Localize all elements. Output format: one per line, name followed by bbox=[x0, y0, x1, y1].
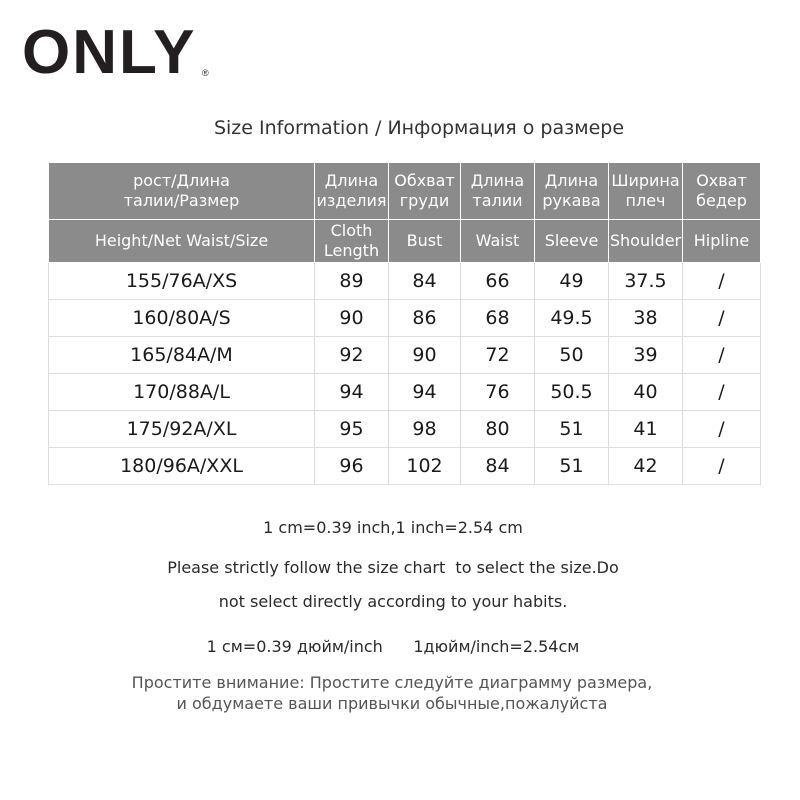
size-chart-table bbox=[48, 162, 761, 485]
cell-waist: 68 bbox=[461, 300, 535, 337]
cell-waist: 66 bbox=[461, 263, 535, 300]
cell-bust: 102 bbox=[389, 448, 461, 485]
cell-size: 170/88A/L bbox=[49, 374, 315, 411]
col-header-height-size-ru: рост/Длина талии/Размер bbox=[49, 163, 315, 220]
cell-size: 155/76A/XS bbox=[49, 263, 315, 300]
cell-waist: 84 bbox=[461, 448, 535, 485]
notice-ru-line-1: Простите внимание: Простите следуйте диаграмму размера, bbox=[131, 673, 653, 692]
cell-bust: 94 bbox=[389, 374, 461, 411]
cell-shoulder: 41 bbox=[609, 411, 683, 448]
table-row bbox=[49, 337, 761, 374]
cell-sleeve: 49.5 bbox=[535, 300, 609, 337]
col-header-hipline-ru: Охват бедер bbox=[683, 163, 761, 220]
col-header-shoulder-ru: Ширина плеч bbox=[609, 163, 683, 220]
instruction-line-1: Please strictly follow the size chart to select the size.Do bbox=[167, 558, 619, 577]
table-row bbox=[49, 374, 761, 411]
cell-hipline: / bbox=[683, 448, 761, 485]
cell-waist: 80 bbox=[461, 411, 535, 448]
col-header-length-en: Cloth Length bbox=[315, 220, 389, 263]
cell-length: 96 bbox=[315, 448, 389, 485]
header-row-en bbox=[49, 220, 761, 263]
cell-sleeve: 51 bbox=[535, 411, 609, 448]
col-header-bust-en: Bust bbox=[389, 220, 461, 263]
cell-size: 160/80A/S bbox=[49, 300, 315, 337]
col-header-sleeve-en: Sleeve bbox=[535, 220, 609, 263]
table-row bbox=[49, 448, 761, 485]
page-title: Size Information / Информация о размере bbox=[213, 117, 625, 139]
cell-hipline: / bbox=[683, 300, 761, 337]
col-header-bust-ru: Обхват груди bbox=[389, 163, 461, 220]
col-header-length-ru: Длина изделия bbox=[315, 163, 389, 220]
cell-size: 180/96A/XXL bbox=[49, 448, 315, 485]
brand-logo: ONLY bbox=[22, 18, 197, 87]
registered-mark: ® bbox=[202, 68, 209, 78]
col-header-waist-ru: Длина талии bbox=[461, 163, 535, 220]
cell-sleeve: 50.5 bbox=[535, 374, 609, 411]
cell-shoulder: 39 bbox=[609, 337, 683, 374]
cell-shoulder: 40 bbox=[609, 374, 683, 411]
col-header-hipline-en: Hipline bbox=[683, 220, 761, 263]
conversion-note-ru: 1 см=0.39 дюйм/inch 1дюйм/inch=2.54см bbox=[206, 637, 580, 656]
cell-waist: 72 bbox=[461, 337, 535, 374]
instruction-line-2: not select directly according to your habits. bbox=[218, 592, 568, 611]
cell-hipline: / bbox=[683, 411, 761, 448]
cell-length: 95 bbox=[315, 411, 389, 448]
col-header-shoulder-en: Shoulder bbox=[609, 220, 683, 263]
cell-length: 89 bbox=[315, 263, 389, 300]
cell-size: 175/92A/XL bbox=[49, 411, 315, 448]
cell-shoulder: 37.5 bbox=[609, 263, 683, 300]
col-header-height-size-en: Height/Net Waist/Size bbox=[49, 220, 315, 263]
cell-waist: 76 bbox=[461, 374, 535, 411]
conversion-note-en: 1 cm=0.39 inch,1 inch=2.54 cm bbox=[263, 518, 523, 537]
table-row bbox=[49, 411, 761, 448]
cell-bust: 98 bbox=[389, 411, 461, 448]
cell-length: 92 bbox=[315, 337, 389, 374]
cell-sleeve: 51 bbox=[535, 448, 609, 485]
cell-length: 94 bbox=[315, 374, 389, 411]
cell-bust: 90 bbox=[389, 337, 461, 374]
col-header-waist-en: Waist bbox=[461, 220, 535, 263]
cell-sleeve: 50 bbox=[535, 337, 609, 374]
cell-hipline: / bbox=[683, 263, 761, 300]
cell-shoulder: 42 bbox=[609, 448, 683, 485]
table-row bbox=[49, 263, 761, 300]
cell-hipline: / bbox=[683, 374, 761, 411]
header-row-ru bbox=[49, 163, 761, 220]
cell-sleeve: 49 bbox=[535, 263, 609, 300]
cell-hipline: / bbox=[683, 337, 761, 374]
cell-length: 90 bbox=[315, 300, 389, 337]
cell-bust: 86 bbox=[389, 300, 461, 337]
cell-size: 165/84A/M bbox=[49, 337, 315, 374]
cell-shoulder: 38 bbox=[609, 300, 683, 337]
notice-ru-line-2: и обдумаете ваши привычки обычные,пожалуйста bbox=[176, 694, 608, 713]
table-row bbox=[49, 300, 761, 337]
col-header-sleeve-ru: Длина рукава bbox=[535, 163, 609, 220]
cell-bust: 84 bbox=[389, 263, 461, 300]
